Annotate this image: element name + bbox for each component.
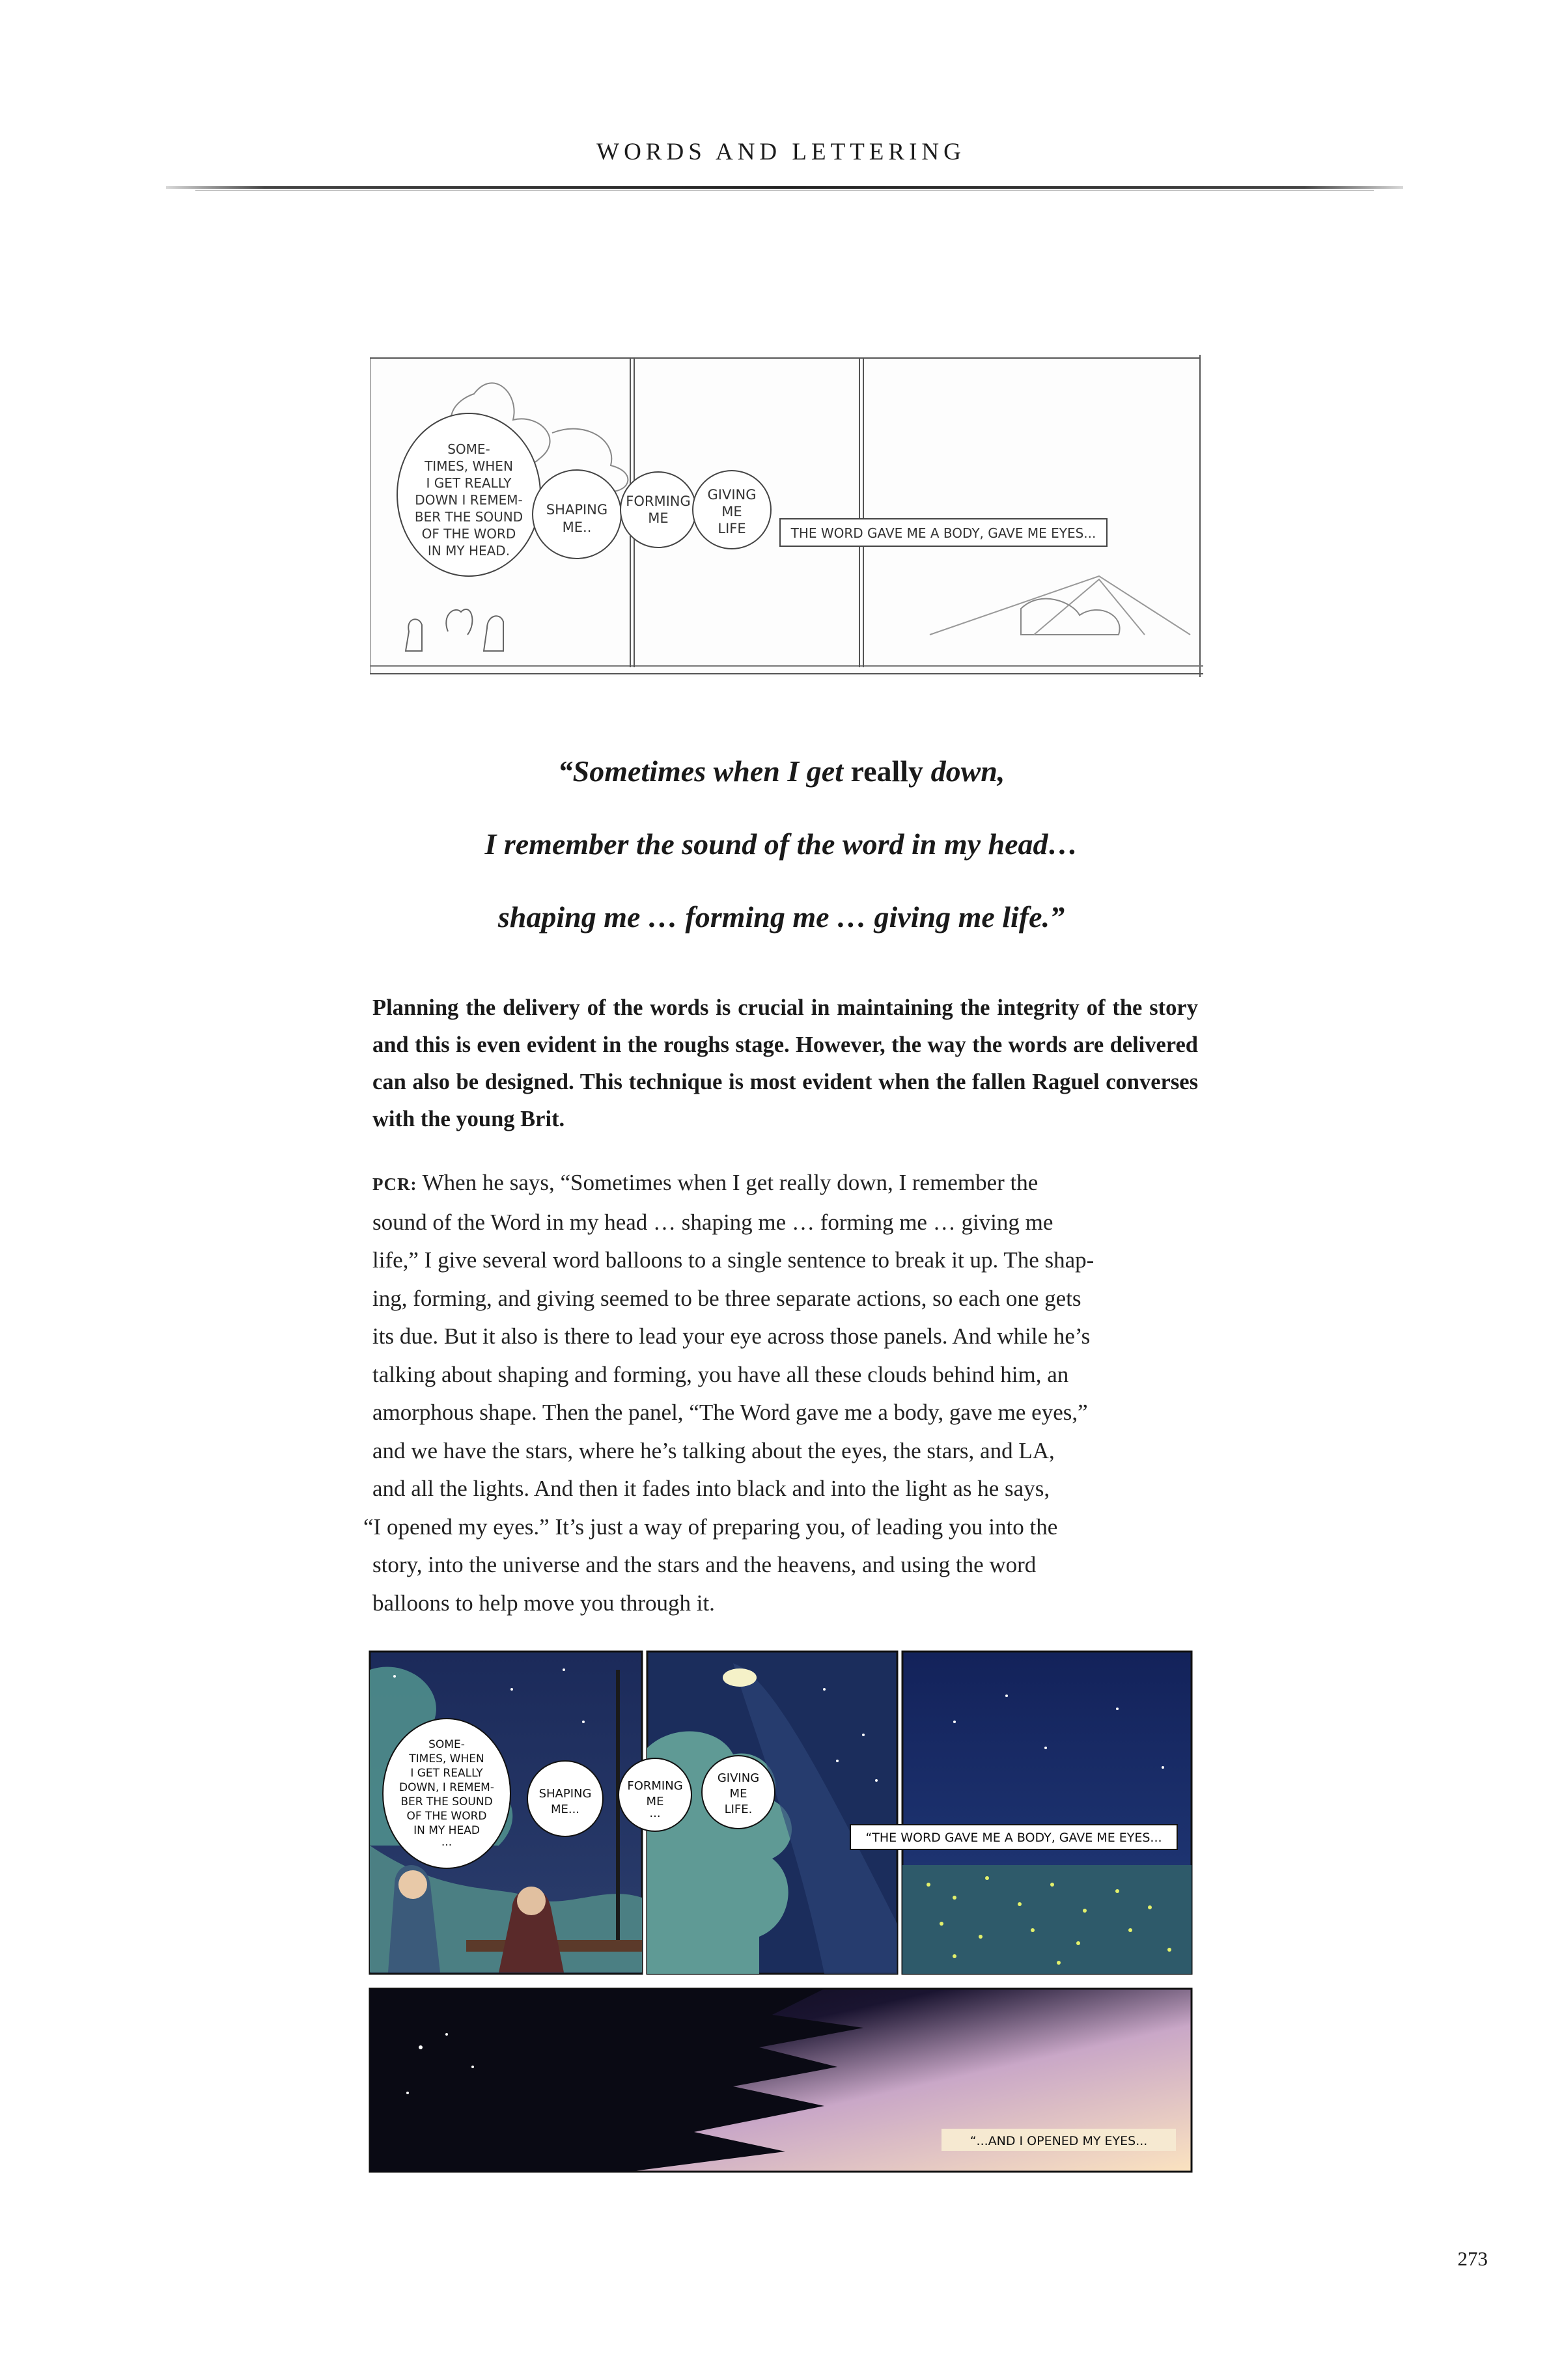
page-number: 273: [1457, 2247, 1488, 2270]
rough-balloon-1-line-1: SOME-: [447, 441, 490, 457]
comic-balloon-3-line-3: ...: [649, 1806, 661, 1820]
rough-balloon-1-line-2: TIMES, WHEN: [425, 458, 513, 474]
comic-balloon-1-line-5: BER THE SOUND: [400, 1795, 493, 1808]
comic-balloon-2-line-1: SHAPING: [538, 1787, 592, 1801]
comic-balloon-3-line-2: ME: [646, 1795, 664, 1808]
comic-balloon-3-line-1: FORMING: [627, 1779, 683, 1793]
body-paragraph: PCR: When he says, “Sometimes when I get really down, I remember the sound of the Word in my head … shaping me … forming me … giving me life,” I give several word balloons to a single sentence to break it up. The shap- ing, forming, and giving seemed to be three separate actions, so each one gets its due. But it also is there to lead your eye across those panels. And while he’s talking about shaping and forming, you have all these clouds behind him, an amorphous shape. Then the panel, “The Word gave me a body, gave me eyes,” and we have the stars, where he’s talking about the eyes, the stars, and LA, and all the lights. And then it fades into black and into the light as he says, “I opened my eyes.” It’s just a way of preparing you, of leading you into the story, into the universe and the stars and the heavens, and using the word balloons to help move you through it.: [363, 1170, 1095, 1616]
comic-balloon-1-line-1: SOME-: [428, 1738, 465, 1751]
comic-balloon-1-line-3: I GET REALLY: [410, 1767, 483, 1780]
speaker-label: PCR:: [372, 1174, 417, 1194]
rough-balloon-4-line-1: GIVING: [707, 487, 757, 503]
colored-comic-panels: [369, 1650, 1193, 2174]
comic-balloon-4-line-3: LIFE.: [724, 1803, 753, 1816]
rough-balloon-2-line-2: ME..: [562, 519, 592, 535]
intro-paragraph: Planning the delivery of the words is crucial in maintaining the integrity of the story and this is even evident in the roughs stage. However, the way the words are delivered can also be designed. This technique is most evident when the fallen Raguel converses with the young Brit.: [372, 995, 1198, 1131]
comic-balloon-4-line-2: ME: [729, 1787, 747, 1801]
comic-balloon-1-line-8: ...: [441, 1836, 453, 1849]
comic-balloon-2-line-2: ME...: [550, 1803, 580, 1816]
rough-balloon-1-line-6: OF THE WORD: [421, 526, 516, 542]
rough-balloon-1-line-5: BER THE SOUND: [414, 509, 523, 525]
rough-balloon-1-line-3: I GET REALLY: [426, 475, 512, 491]
comic-balloon-1-line-2: TIMES, WHEN: [409, 1752, 484, 1765]
comic-bottom-caption: “...AND I OPENED MY EYES...: [969, 2134, 1148, 2148]
pull-quote-line-1: “Sometimes when I get really down,: [557, 754, 1005, 788]
rough-balloon-4-line-3: LIFE: [718, 521, 746, 536]
rough-balloon-3-line-2: ME: [648, 510, 669, 526]
rough-balloon-3-line-1: FORMING: [626, 493, 691, 509]
rough-sketch-panels: [370, 355, 1203, 677]
pull-quote-line-2: I remember the sound of the word in my head…: [484, 827, 1078, 861]
comic-balloon-1-line-6: OF THE WORD: [406, 1810, 487, 1823]
header-rule-thin: [195, 190, 1374, 191]
pull-quote-line-3: shaping me … forming me … giving me life.”: [497, 900, 1065, 934]
rough-balloon-1-line-7: IN MY HEAD.: [427, 543, 510, 559]
running-header: WORDS AND LETTERING: [596, 139, 966, 165]
rough-balloon-4-line-2: ME: [721, 504, 742, 519]
comic-caption: “THE WORD GAVE ME A BODY, GAVE ME EYES...: [865, 1831, 1162, 1845]
comic-balloon-1-line-4: DOWN, I REMEM-: [399, 1781, 494, 1794]
comic-balloon-1-line-7: IN MY HEAD: [413, 1824, 480, 1837]
header-rule: [166, 186, 1403, 189]
rough-balloon-2-line-1: SHAPING: [546, 502, 608, 518]
rough-caption: THE WORD GAVE ME A BODY, GAVE ME EYES...: [790, 525, 1096, 541]
rough-balloon-1-line-4: DOWN I REMEM-: [415, 492, 523, 508]
comic-balloon-4-line-1: GIVING: [717, 1771, 760, 1785]
